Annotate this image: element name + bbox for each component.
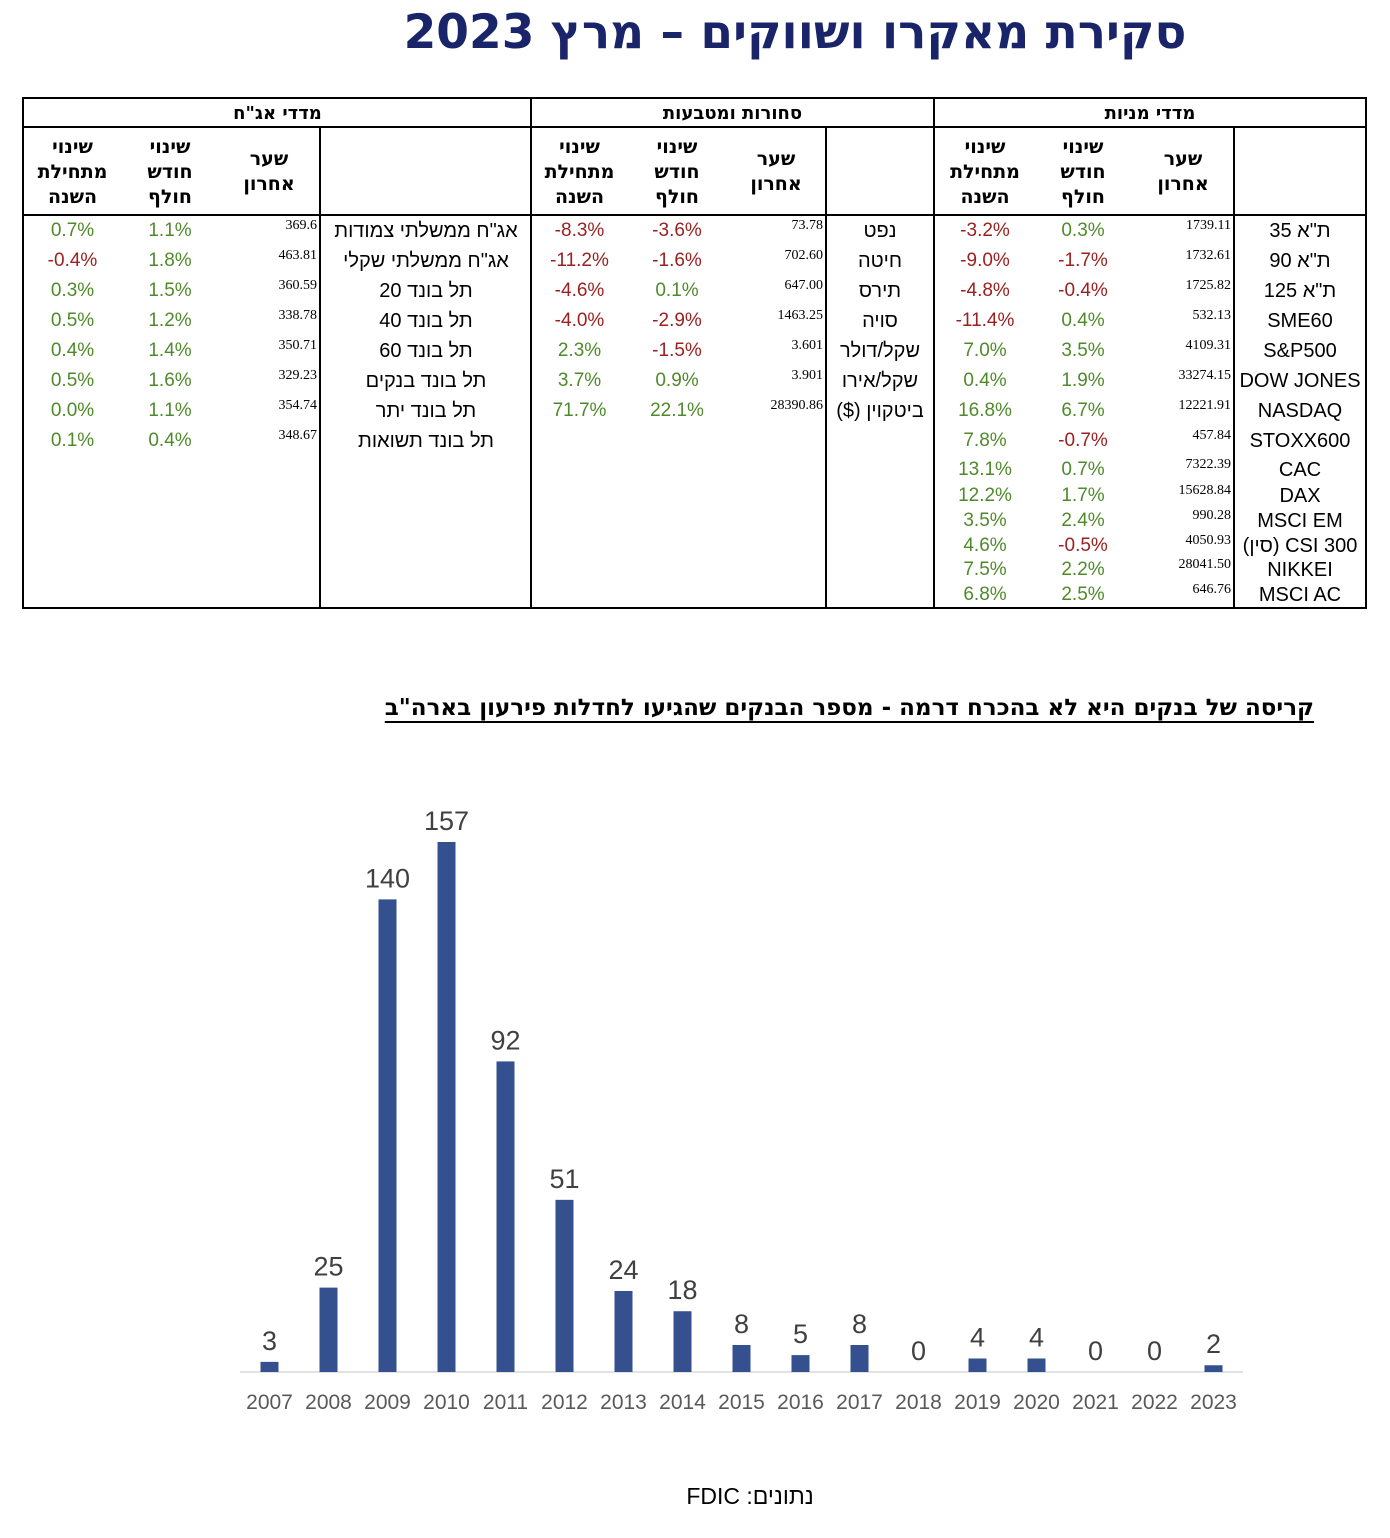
table-row [24,426,531,456]
row-name: נפט [863,220,897,242]
table-row [935,396,1365,426]
row-month-change: 0.4% [1061,310,1105,331]
bar-2015 [733,1345,751,1372]
row-ytd-change: 13.1% [958,459,1012,480]
table-row [24,216,531,246]
bar-2019 [969,1358,987,1372]
row-name: NASDAQ [1257,400,1343,422]
x-tick-2021: 2021 [1072,1391,1119,1414]
data-label-2023: 2 [1205,1329,1222,1360]
data-label-2008: 25 [313,1251,344,1282]
data-label-2019: 4 [969,1322,986,1353]
x-tick-2017: 2017 [836,1391,883,1414]
row-name: ת"א 35 [1269,220,1331,242]
row-price: 990.28 [1192,508,1231,523]
stocks-section-title: מדדי מניות [935,99,1365,128]
x-tick-2008: 2008 [305,1391,352,1414]
row-name: תל בונד 20 [379,280,473,302]
stocks-header-ytd: שינוי מתחילת השנה [950,135,1020,208]
row-price: 463.81 [278,248,317,263]
row-name: ת"א 90 [1269,250,1331,272]
row-name: ת"א 125 [1263,280,1337,302]
table-row [24,396,531,426]
table-row [935,580,1365,610]
row-ytd-change: -3.2% [960,220,1010,241]
bar-2023 [1205,1365,1223,1372]
row-name: CSI 300 (סין) [1242,535,1358,557]
row-month-change: 1.4% [148,340,192,361]
table-row [532,276,933,306]
row-month-change: 1.7% [1061,485,1105,506]
row-name: שקל/אירו [841,370,919,392]
row-name: DOW JONES [1239,370,1361,392]
bonds-section-title: מדדי אג"ח [24,99,531,128]
bar-2011 [497,1061,515,1372]
row-month-change: -0.7% [1058,430,1108,451]
x-tick-2013: 2013 [600,1391,647,1414]
row-price: 532.13 [1192,308,1231,323]
bond-indices-section [24,99,531,607]
table-row [935,366,1365,396]
commodities-header-month: שינוי חודש חולף [654,135,700,208]
row-month-change: 2.5% [1061,584,1105,605]
table-row [24,366,531,396]
row-ytd-change: 16.8% [958,400,1012,421]
row-month-change: 1.1% [148,400,192,421]
table-row [24,246,531,276]
table-row [532,246,933,276]
table-row [24,336,531,366]
bonds-header-month: שינוי חודש חולף [147,135,193,208]
stock-indices-section [935,99,1365,607]
bar-2008 [320,1288,338,1372]
x-tick-2020: 2020 [1013,1391,1060,1414]
data-label-2013: 24 [608,1254,639,1285]
row-price: 12221.91 [1178,398,1231,413]
row-name: תל בונד תשואות [358,430,494,452]
row-name: ביטקוין ($) [836,400,924,422]
bar-2013 [615,1291,633,1372]
table-row [935,426,1365,456]
data-label-2020: 4 [1028,1322,1045,1353]
bar-2014 [674,1311,692,1372]
row-name: אג"ח ממשלתי צמודות [334,220,518,242]
row-ytd-change: 0.4% [963,370,1007,391]
row-ytd-change: 0.1% [50,430,95,451]
row-month-change: 0.1% [655,280,699,301]
x-tick-2015: 2015 [718,1391,765,1414]
row-name: אג"ח ממשלתי שקלי [343,250,509,272]
commodities-header-ytd: שינוי מתחילת השנה [544,135,615,208]
row-ytd-change: -0.4% [47,250,98,271]
x-tick-2007: 2007 [246,1391,293,1414]
row-price: 7322.39 [1185,457,1231,472]
x-tick-2011: 2011 [482,1391,529,1414]
data-label-2012: 51 [549,1163,580,1194]
row-price: 28390.86 [770,398,823,413]
commodities-header-row [532,128,933,216]
row-price: 1732.61 [1185,248,1231,263]
row-price: 1725.82 [1185,278,1231,293]
bar-2010 [438,842,456,1372]
row-price: 457.84 [1192,428,1231,443]
row-name: MSCI EM [1257,510,1343,532]
table-row [24,306,531,336]
bar-2017 [851,1345,869,1372]
row-ytd-change: 7.0% [963,340,1007,361]
row-month-change: 22.1% [650,400,704,421]
table-row [935,276,1365,306]
row-month-change: -2.9% [652,310,702,331]
row-month-change: 1.9% [1061,370,1105,391]
table-row [532,396,933,426]
row-price: 369.6 [285,218,317,233]
row-price: 348.67 [278,428,317,443]
data-label-2010: 157 [423,806,470,836]
row-price: 702.60 [784,248,823,263]
data-label-2022: 0 [1146,1336,1163,1366]
row-name: S&P500 [1263,340,1337,362]
row-ytd-change: 2.3% [557,340,602,361]
table-row [935,336,1365,366]
row-name: תל בונד יתר [375,400,477,422]
row-ytd-change: -11.2% [550,250,609,271]
x-tick-2012: 2012 [541,1391,588,1414]
row-month-change: -0.4% [1058,280,1108,301]
x-tick-2018: 2018 [895,1391,942,1414]
row-name: DAX [1279,485,1321,507]
row-name: תירס [858,280,902,302]
table-row [532,306,933,336]
row-name: MSCI AC [1258,584,1342,606]
x-tick-2019: 2019 [954,1391,1001,1414]
stocks-header-row [935,128,1365,216]
x-tick-2016: 2016 [777,1391,824,1414]
data-label-2015: 8 [733,1308,750,1339]
source-note: נתונים: FDIC [686,1483,814,1509]
bank-failures-chart [0,780,1390,1460]
row-price: 338.78 [278,308,317,323]
row-name: תל בונד 60 [379,340,473,362]
bar-2020 [1028,1358,1046,1372]
row-month-change: 2.4% [1061,510,1105,531]
row-ytd-change: 71.7% [552,400,607,421]
row-ytd-change: -4.0% [554,310,605,331]
bonds-header-price: שער אחרון [243,148,295,195]
bar-2007 [261,1362,279,1372]
row-month-change: -1.7% [1058,250,1108,271]
row-month-change: 0.7% [1061,459,1105,480]
row-name: תל בונד 40 [379,310,473,332]
row-price: 4109.31 [1185,338,1231,353]
row-ytd-change: -4.8% [960,280,1010,301]
page-title: סקירת מאקרו ושווקים – מרץ 2023 [403,5,1187,60]
row-ytd-change: 6.8% [963,584,1007,605]
data-label-2014: 18 [667,1275,698,1306]
row-ytd-change: 7.8% [963,430,1007,451]
stocks-header-month: שינוי חודש חולף [1060,135,1106,208]
row-ytd-change: -11.4% [955,310,1015,331]
stocks-header-price: שער אחרון [1157,148,1209,195]
row-name: שקל/דולר [839,340,921,362]
row-ytd-change: 0.5% [50,370,95,391]
row-name: תל בונד בנקים [365,370,487,392]
commodities-section [530,99,935,607]
row-ytd-change: 0.4% [50,340,95,361]
row-month-change: 3.5% [1061,340,1105,361]
row-price: 15628.84 [1178,483,1231,498]
row-ytd-change: -9.0% [960,250,1010,271]
row-month-change: 1.6% [148,370,192,391]
data-label-2017: 8 [851,1308,868,1339]
row-ytd-change: 12.2% [958,485,1012,506]
table-row [935,246,1365,276]
row-name: CAC [1278,459,1322,481]
bar-2016 [792,1355,810,1372]
data-label-2018: 0 [910,1336,927,1366]
table-row [24,276,531,306]
table-row [935,306,1365,336]
row-month-change: 1.1% [148,220,192,241]
market-summary-table [22,97,1367,609]
row-price: 647.00 [784,278,823,293]
bar-2012 [556,1200,574,1372]
row-price: 33274.15 [1178,368,1231,383]
row-price: 1463.25 [777,308,823,323]
row-name: SME60 [1267,310,1333,332]
x-tick-2009: 2009 [364,1391,411,1414]
row-ytd-change: 0.7% [50,220,95,241]
row-ytd-change: 3.7% [557,370,602,391]
row-price: 3.901 [791,368,823,383]
row-price: 329.23 [278,368,317,383]
row-month-change: 2.2% [1061,559,1105,580]
x-tick-2014: 2014 [659,1391,706,1414]
row-month-change: 6.7% [1061,400,1105,421]
x-tick-2022: 2022 [1131,1391,1178,1414]
row-month-change: -1.5% [652,340,702,361]
row-price: 73.78 [791,218,823,233]
table-row [532,336,933,366]
row-name: NIKKEI [1267,559,1333,581]
row-price: 350.71 [278,338,317,353]
row-price: 3.601 [791,338,823,353]
data-label-2007: 3 [261,1325,278,1356]
row-ytd-change: 7.5% [963,559,1007,580]
row-month-change: -0.5% [1058,535,1108,556]
row-price: 1739.11 [1186,218,1231,233]
row-price: 28041.50 [1178,557,1231,572]
x-tick-2023: 2023 [1190,1391,1237,1414]
table-row [532,216,933,246]
data-label-2021: 0 [1087,1336,1104,1366]
row-ytd-change: 3.5% [963,510,1007,531]
row-price: 354.74 [278,398,317,413]
row-ytd-change: 0.0% [50,400,95,421]
data-label-2009: 140 [364,863,411,894]
row-price: 4050.93 [1185,533,1231,548]
row-ytd-change: 4.6% [963,535,1007,556]
bonds-header-row [24,128,531,216]
row-month-change: 1.2% [148,310,192,331]
row-month-change: 0.3% [1061,220,1105,241]
x-tick-2010: 2010 [423,1391,470,1414]
table-row [532,366,933,396]
row-month-change: 1.8% [148,250,192,271]
row-price: 646.76 [1192,582,1231,597]
chart-title: קריסה של בנקים היא לא בהכרח דרמה - מספר הבנקים שהגיעו לחדלות פירעון בארה"ב [384,695,1314,721]
bar-2009 [379,899,397,1372]
row-ytd-change: -4.6% [554,280,605,301]
row-month-change: -3.6% [652,220,702,241]
row-month-change: -1.6% [652,250,702,271]
row-name: STOXX600 [1249,430,1351,452]
bonds-header-ytd: שינוי מתחילת השנה [37,135,108,208]
row-price: 360.59 [278,278,317,293]
row-ytd-change: -8.3% [554,220,605,241]
row-month-change: 1.5% [148,280,192,301]
commodities-header-price: שער אחרון [750,148,802,195]
data-label-2011: 92 [490,1025,521,1056]
commodities-section-title: סחורות ומטבעות [532,99,933,128]
data-label-2016: 5 [792,1319,809,1350]
row-ytd-change: 0.3% [50,280,95,301]
row-month-change: 0.9% [655,370,699,391]
row-name: סויה [862,310,898,332]
table-row [935,216,1365,246]
row-name: חיטה [857,250,903,272]
row-ytd-change: 0.5% [50,310,95,331]
row-month-change: 0.4% [148,430,192,451]
